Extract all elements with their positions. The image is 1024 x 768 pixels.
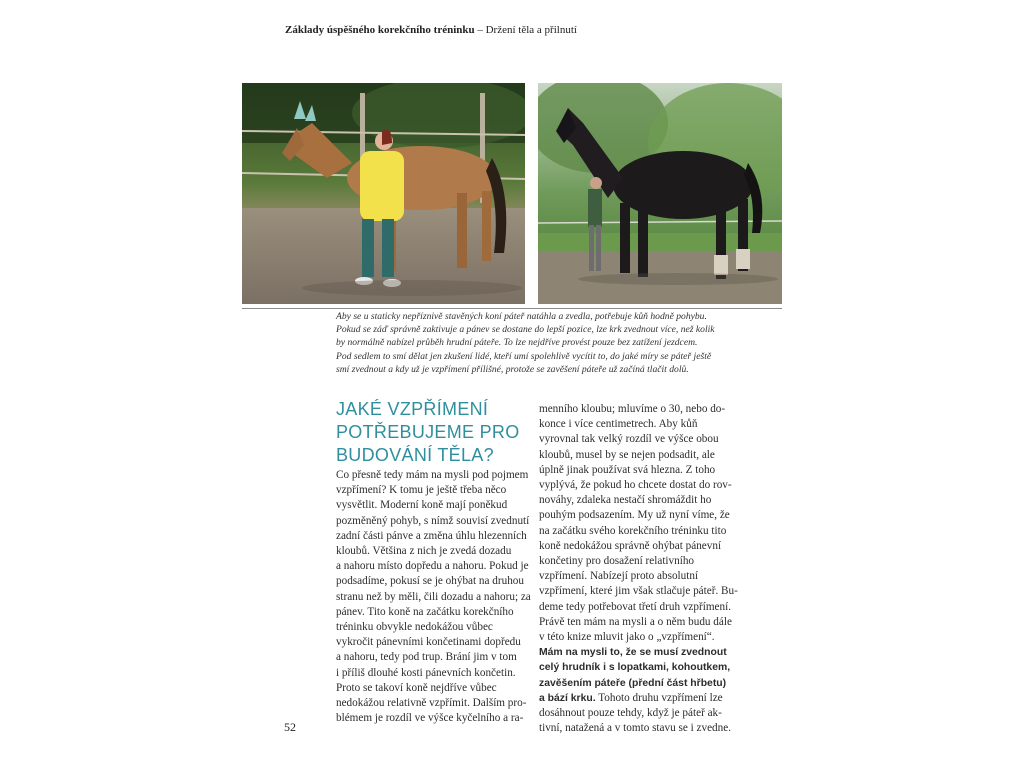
caption-line: Pokud se záď správně zaktivuje a pánev se dostane do lepší pozice, lze krk zvednout více, než kolik (336, 324, 715, 336)
body-line: Proto se takoví koně nejdříve vůbec (336, 681, 497, 694)
body-line: a nahoru místo dopředu a nahoru. Pokud je (336, 560, 529, 573)
caption-line: by normálně nabízel průběh hrudní páteře. To lze nejdříve provést pouze bez zatížení jezdcem. (336, 337, 698, 349)
section-heading (336, 398, 536, 467)
body-line: v této knize mluvit jako o „vzpřímení“. (539, 631, 715, 644)
body-line: končetiny pro dosažení relativního (539, 555, 695, 568)
body-line: tivní, natažená a v tomto stavu se i zvedne. (539, 722, 731, 735)
body-line: Co přesně tedy mám na mysli pod pojmem (336, 469, 529, 481)
body-line: nedokážou relativně vzpřímit. Dalším pro- (336, 697, 527, 710)
body-line: úplně jinak používat svá hlezna. Z toho (539, 463, 716, 476)
body-line: Právě ten mám na mysli a o něm budu dále (539, 615, 732, 628)
caption-line: Pod sedlem to smí dělat jen zkušení lidé, kteří umí spolehlivě vycítit to, do jaké míry se páteř ještě (336, 350, 712, 362)
body-line: zadní části pánve a změna úhlu hlezenních (336, 529, 527, 542)
body-line: konce i více centimetrech. Aby kůň (539, 418, 698, 431)
body-line: podsadíme, pokusí se je ohýbat na druhou (336, 575, 524, 588)
caption-line: smí zvednout a kdy už je vzpřímení přílišné, protože se zavěšení páteře už začíná tlačit dolů. (336, 363, 689, 375)
body-bold-fragment: a bází krku. (539, 692, 596, 704)
running-head-section: Držení těla a přilnutí (485, 24, 577, 36)
photo-right-image (538, 83, 782, 304)
body-line: i příliš dlouhé kosti pánevních končetin. (336, 666, 516, 679)
heading-line: BUDOVÁNÍ TĚLA? (336, 445, 494, 465)
body-line: vyplývá, že pokud ho chcete dostat do rov- (539, 479, 732, 492)
body-line-bold: Mám na mysli to, že se musí zvednout (539, 647, 727, 659)
body-line: vzpřímení, které jim však stlačuje páteř. Bu- (539, 585, 738, 598)
body-line: blémem je rozdíl ve výšce kyčelního a ra- (336, 712, 524, 725)
body-line: kloubů, musel by se nejen podsadit, ale (539, 448, 715, 461)
photo-caption (336, 310, 716, 376)
body-line: nováhy, zdaleka nestačí shromáždit ho (539, 494, 712, 507)
body-line: vyrovnal tak velký rozdíl ve výšce obou (539, 433, 719, 446)
body-line: pánev. Tito koně na začátku korekčního (336, 605, 514, 618)
body-line: tréninku obvykle nedokážou vůbec (336, 621, 493, 634)
page-number: 52 (284, 720, 296, 734)
photo-left (242, 83, 525, 304)
photo-right (538, 83, 782, 304)
photo-left-image (242, 83, 525, 304)
body-line: menního kloubu; mluvíme o 30, nebo do- (539, 403, 726, 415)
heading-line: JAKÉ VZPŘÍMENÍ (336, 399, 489, 419)
body-line: na začátku svého korekčního tréninku tito (539, 524, 727, 537)
body-line: dosáhnout pouze tehdy, když je páteř ak- (539, 707, 722, 720)
caption-rule (242, 308, 782, 309)
body-column-right (539, 402, 738, 736)
body-line: vzpřímení. Nabízejí proto absolutní (539, 570, 699, 583)
running-head-title: Základy úspěšného korekčního tréninku (285, 24, 475, 36)
body-line: pozměněný pohyb, s nímž souvisí zvednutí (336, 514, 530, 527)
body-line-bold: celý hrudník i s lopatkami, kohoutkem, (539, 662, 731, 674)
body-line: deme tedy potřebovat třetí druh vzpřímení. (539, 600, 731, 613)
body-fragment: Tohoto druhu vzpřímení lze (595, 691, 723, 704)
body-line: koně nedokážou správně ohýbat pánevní (539, 539, 722, 552)
heading-line: POTŘEBUJEME PRO (336, 422, 520, 442)
running-head-separator: – (474, 24, 486, 36)
body-line: stranu než by měli, čili dozadu a nahoru; za (336, 590, 531, 603)
caption-line: Aby se u staticky nepříznivě stavěných koní páteř natáhla a zvedla, potřebuje kůň hodně pohybu. (336, 311, 707, 322)
body-line-bold: zavěšením páteře (přední část hřbetu) (539, 677, 727, 689)
body-line: kloubů. Většina z nich je zvedá dozadu (336, 545, 512, 558)
body-line-mixed (539, 691, 724, 706)
body-line: vykročit pánevními končetinami dopředu (336, 636, 521, 649)
running-head (285, 24, 577, 36)
body-line: vzpřímení? K tomu je ještě třeba něco (336, 484, 507, 497)
body-line: pouhým podsazením. My už nyní víme, že (539, 509, 730, 522)
body-column-left (336, 468, 531, 726)
body-line: a nahoru, tedy pod trup. Brání jim v tom (336, 651, 517, 664)
body-line: vysvětlit. Moderní koně mají poněkud (336, 499, 508, 512)
